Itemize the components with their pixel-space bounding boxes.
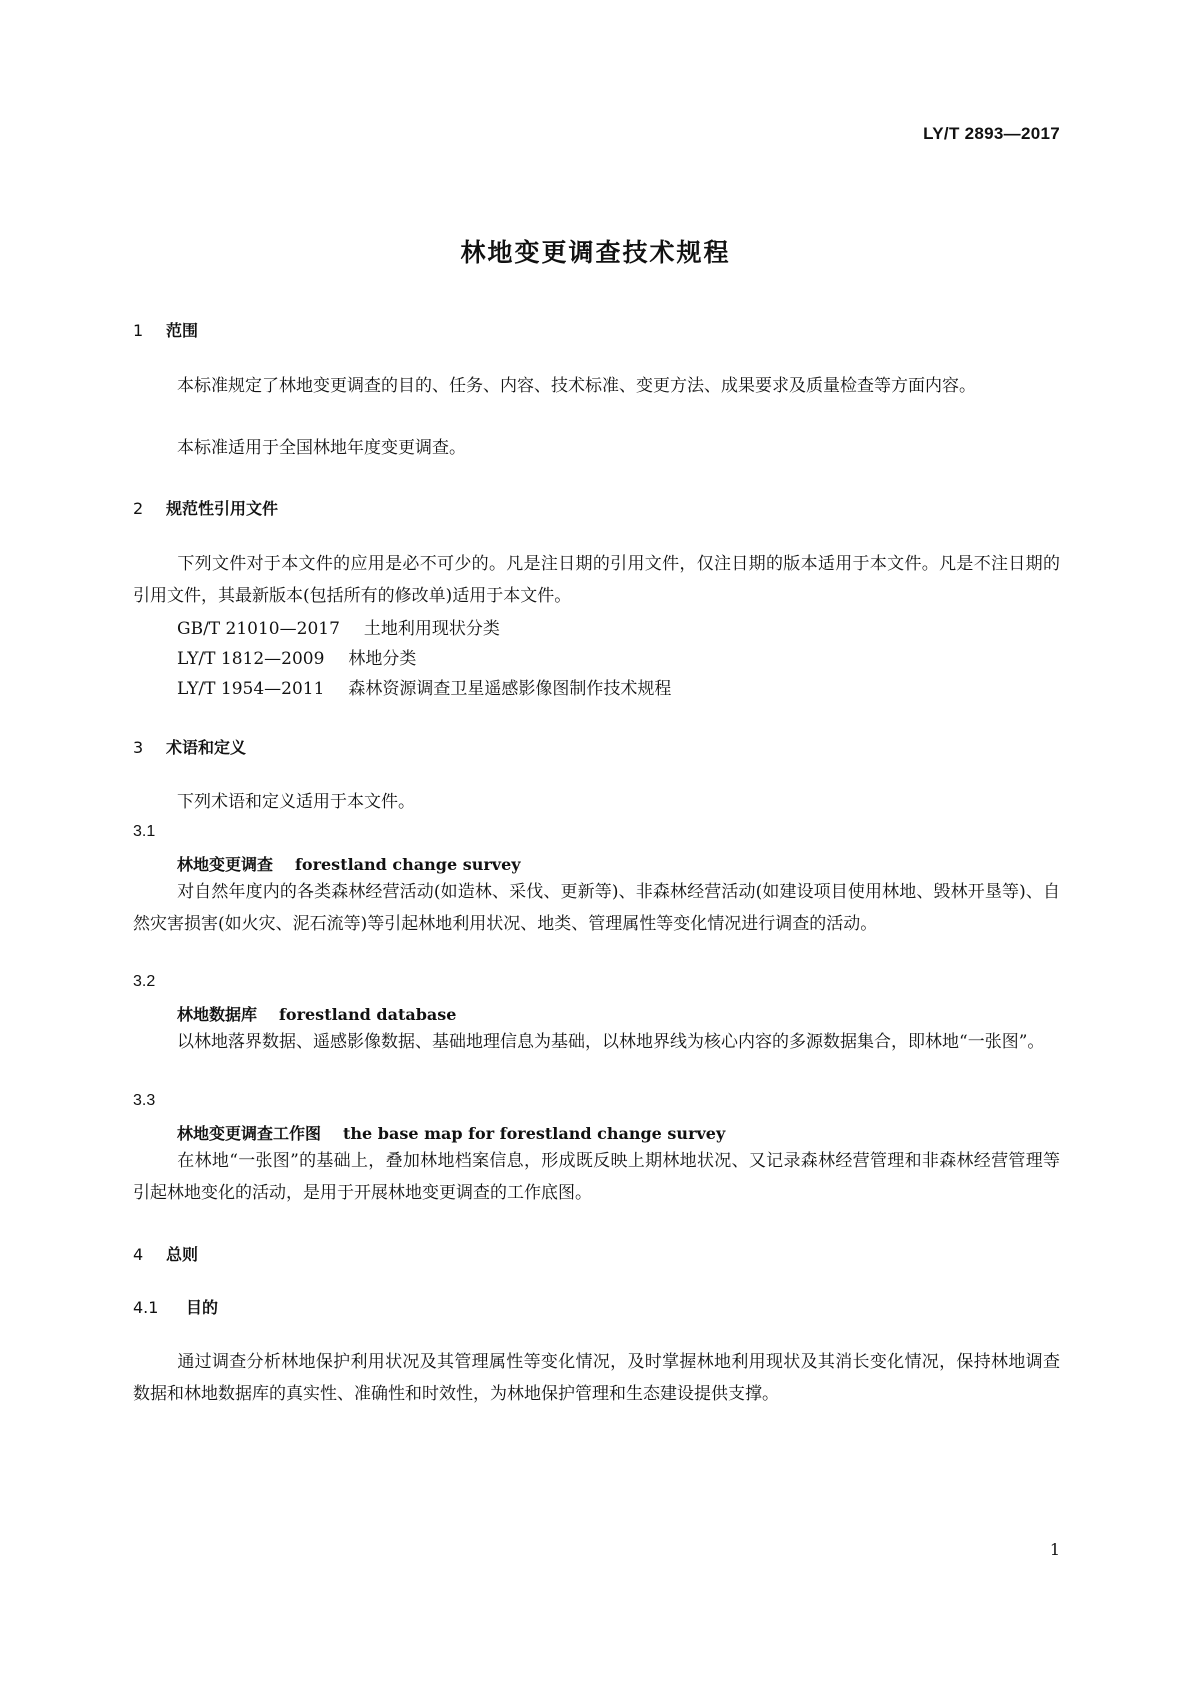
section-3-heading bbox=[133, 735, 246, 758]
paragraph: 下列术语和定义适用于本文件。 bbox=[177, 792, 415, 812]
section-title: 目的 bbox=[186, 1298, 219, 1317]
paragraph: 本标准适用于全国林地年度变更调查。 bbox=[177, 438, 466, 458]
normative-reference bbox=[177, 644, 416, 669]
section-title: 总则 bbox=[166, 1245, 199, 1264]
term-en: forestland database bbox=[279, 1005, 457, 1024]
section-title: 范围 bbox=[166, 321, 199, 340]
paragraph: 通过调查分析林地保护利用状况及其管理属性等变化情况，及时掌握林地利用现状及其消长变化情况，保持林地调查数据和林地数据库的真实性、准确性和时效性，为林地保护管理和生态建设提供支撑。 bbox=[133, 1352, 1060, 1404]
normative-reference bbox=[177, 674, 671, 699]
paragraph: 本标准规定了林地变更调查的目的、任务、内容、技术标准、变更方法、成果要求及质量检查等方面内容。 bbox=[177, 376, 976, 396]
normative-reference bbox=[177, 614, 500, 639]
standard-code: LY/T 2893—2017 bbox=[923, 124, 1060, 143]
subsection-4-1-heading bbox=[133, 1295, 218, 1318]
section-number: 4 bbox=[133, 1245, 144, 1264]
reference-code: GB/T 21010—2017 bbox=[177, 619, 340, 639]
term-entry bbox=[177, 1121, 725, 1144]
term-entry bbox=[177, 1002, 456, 1025]
term-definition: 在林地“一张图”的基础上，叠加林地档案信息，形成既反映上期林地状况、又记录森林经营管理和非森林经营管理等引起林地变化的活动，是用于开展林地变更调查的工作底图。 bbox=[133, 1151, 1060, 1203]
term-definition: 对自然年度内的各类森林经营活动(如造林、采伐、更新等)、非森林经营活动(如建设项目使用林地、毁林开垦等)、自然灾害损害(如火灾、泥石流等)等引起林地利用状况、地类、管理属性等变化情况进行调查的活动。 bbox=[133, 882, 1060, 934]
section-title: 术语和定义 bbox=[166, 738, 247, 757]
section-number: 1 bbox=[133, 321, 144, 340]
term-en: forestland change survey bbox=[295, 855, 521, 874]
section-number: 4.1 bbox=[133, 1298, 159, 1317]
section-number: 2 bbox=[133, 499, 144, 518]
clause-number: 3.3 bbox=[133, 1092, 156, 1109]
reference-title: 森林资源调查卫星遥感影像图制作技术规程 bbox=[348, 679, 672, 699]
reference-title: 土地利用现状分类 bbox=[363, 619, 500, 639]
term-en: the base map for forestland change survey bbox=[343, 1124, 726, 1143]
document-title: 林地变更调查技术规程 bbox=[460, 238, 731, 267]
term-zh: 林地变更调查工作图 bbox=[177, 1124, 322, 1143]
section-1-heading bbox=[133, 318, 198, 341]
term-definition: 以林地落界数据、遥感影像数据、基础地理信息为基础，以林地界线为核心内容的多源数据集合，即林地“一张图”。 bbox=[177, 1032, 1045, 1052]
section-title: 规范性引用文件 bbox=[166, 499, 279, 518]
term-entry bbox=[177, 852, 521, 875]
page-number: 1 bbox=[1049, 1540, 1060, 1559]
section-number: 3 bbox=[133, 738, 144, 757]
clause-number: 3.2 bbox=[133, 973, 156, 990]
section-4-heading bbox=[133, 1242, 198, 1265]
paragraph: 下列文件对于本文件的应用是必不可少的。凡是注日期的引用文件，仅注日期的版本适用于本文件。凡是不注日期的引用文件，其最新版本(包括所有的修改单)适用于本文件。 bbox=[133, 554, 1060, 606]
clause-number: 3.1 bbox=[133, 823, 156, 840]
reference-code: LY/T 1812—2009 bbox=[177, 649, 325, 669]
term-zh: 林地数据库 bbox=[177, 1005, 258, 1024]
reference-title: 林地分类 bbox=[348, 649, 417, 669]
reference-code: LY/T 1954—2011 bbox=[177, 679, 325, 699]
term-zh: 林地变更调查 bbox=[177, 855, 274, 874]
section-2-heading bbox=[133, 496, 278, 519]
